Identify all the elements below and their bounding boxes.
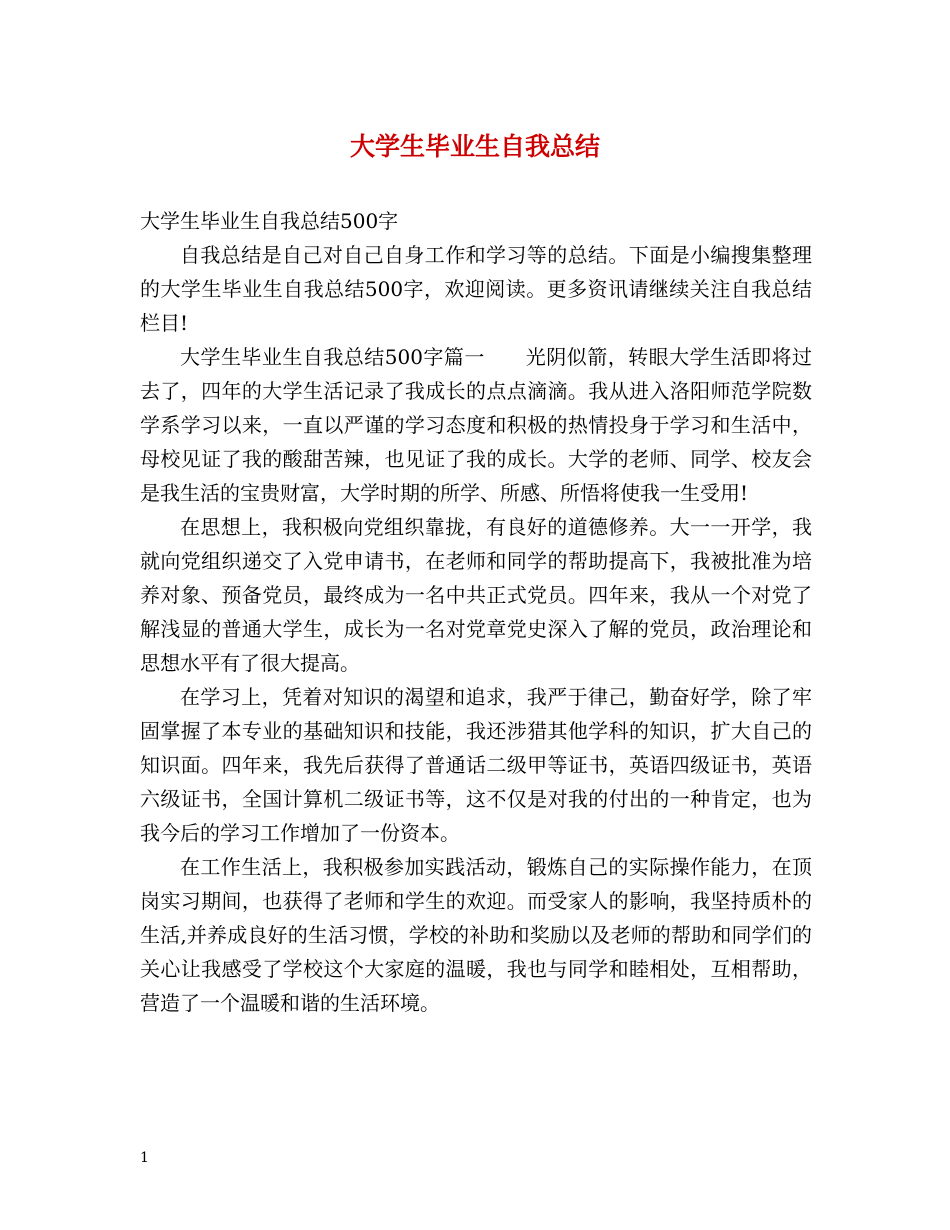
paragraph-study: 在学习上，凭着对知识的渴望和追求，我严于律己，勤奋好学，除了牢固掌握了本专业的基础知识和技能，我还涉猎其他学科的知识，扩大自己的知识面。四年来，我先后获得了普通话二级甲等证书，英语四级证书，英语六级证书，全国计算机二级证书等，这不仅是对我的付出的一种肯定，也为我今后的学习工作增加了一份资本。 [140, 685, 812, 845]
paragraph-article-one: 大学生毕业生自我总结500字篇一 光阴似箭，转眼大学生活即将过去了，四年的大学生活记录了我成长的点点滴滴。我从进入洛阳师范学院数学系学习以来，一直以严谨的学习态度和积极的热情投身于学习和生活中，母校见证了我的酸甜苦辣，也见证了我的成长。大学的老师、同学、校友会是我生活的宝贵财富，大学时期的所学、所感、所悟将使我一生受用! [140, 345, 812, 505]
document-subtitle: 大学生毕业生自我总结500字 [140, 209, 399, 233]
paragraph-ideology: 在思想上，我积极向党组织靠拢，有良好的道德修养。大一一开学，我就向党组织递交了入党申请书，在老师和同学的帮助提高下，我被批准为培养对象、预备党员，最终成为一名中共正式党员。四年来，我从一个对党了解浅显的普通大学生，成长为一名对党章党史深入了解的党员，政治理论和思想水平有了很大提高。 [140, 515, 812, 675]
page-number: 1 [140, 1150, 149, 1166]
paragraph-intro: 自我总结是自己对自己自身工作和学习等的总结。下面是小编搜集整理的大学生毕业生自我总结500字，欢迎阅读。更多资讯请继续关注自我总结栏目! [140, 243, 812, 335]
document-title: 大学生毕业生自我总结 [349, 132, 600, 161]
document-body [140, 204, 812, 1020]
paragraph-work-life: 在工作生活上，我积极参加实践活动，锻炼自己的实际操作能力，在顶岗实习期间，也获得了老师和学生的欢迎。而受家人的影响，我坚持质朴的生活,并养成良好的生活习惯，学校的补助和奖励以及老师的帮助和同学们的关心让我感受了学校这个大家庭的温暖，我也与同学和睦相处，互相帮助，营造了一个温暖和谐的生活环境。 [140, 855, 812, 1015]
